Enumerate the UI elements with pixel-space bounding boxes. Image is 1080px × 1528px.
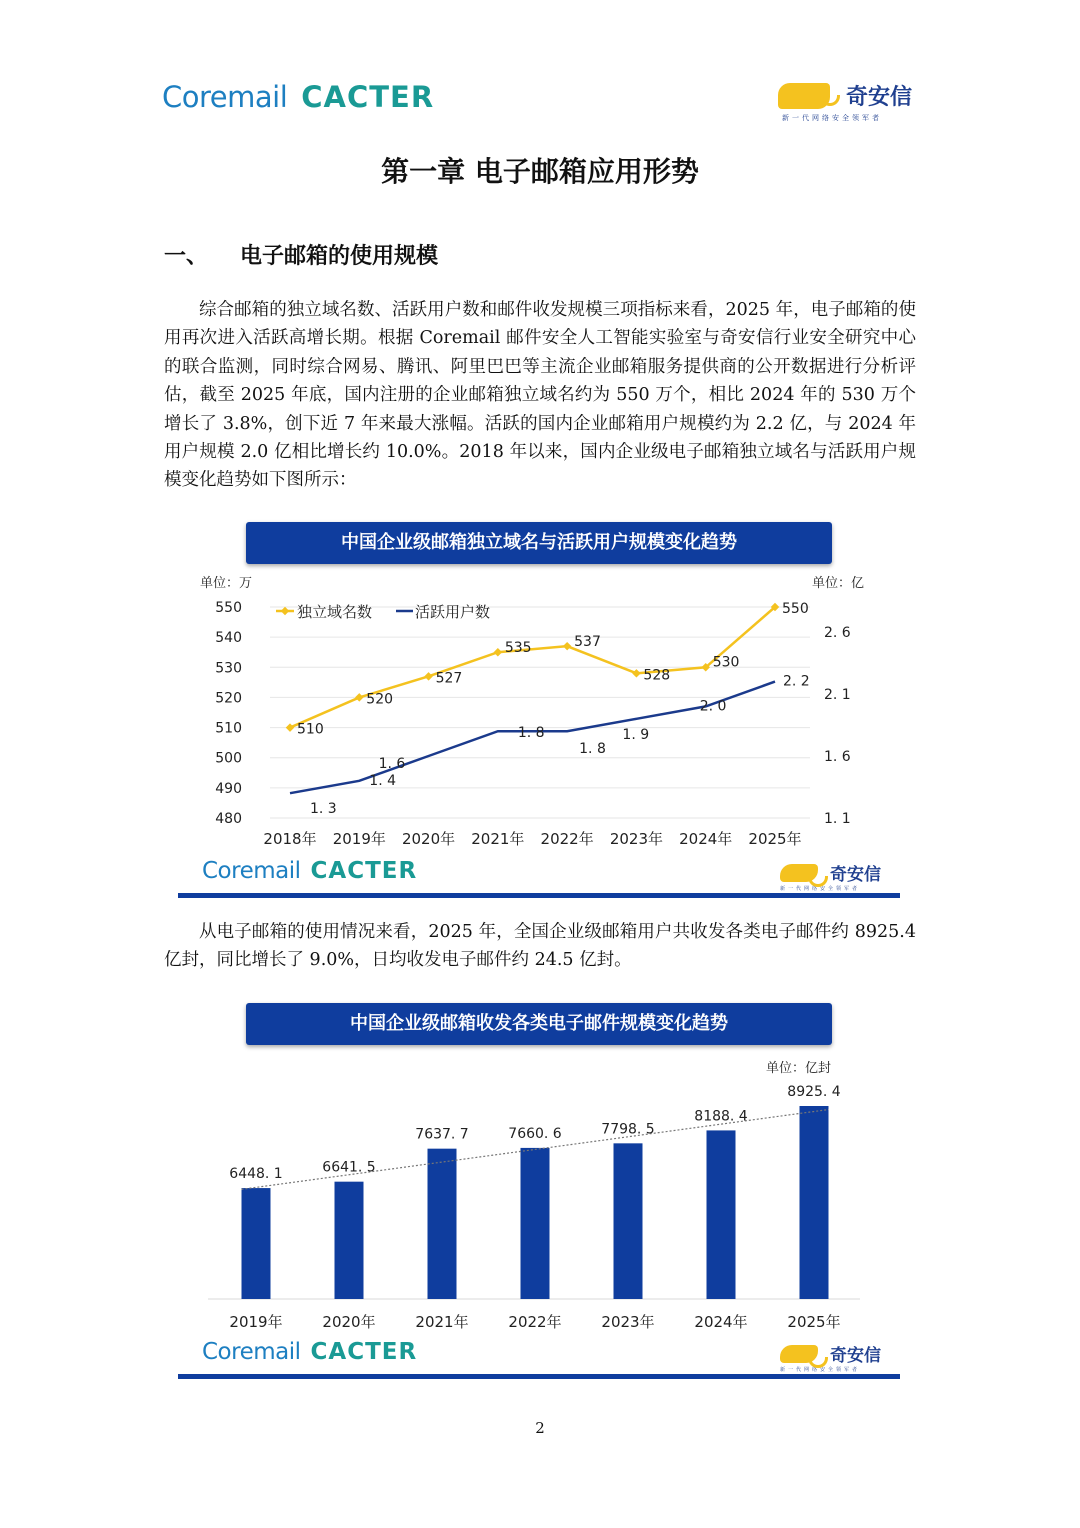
data-label-users: 1. 6 xyxy=(378,756,406,772)
data-label-domains: 530 xyxy=(712,654,740,671)
bar xyxy=(335,1182,364,1299)
bar xyxy=(800,1106,829,1299)
data-label-domains: 520 xyxy=(366,691,394,708)
x-tick-label: 2025年 xyxy=(748,830,802,848)
x-tick-label: 2023年 xyxy=(601,1313,655,1331)
x-tick-label: 2020年 xyxy=(401,830,456,848)
bar-value-label: 7637. 7 xyxy=(415,1126,469,1143)
left-tick-label: 500 xyxy=(215,750,242,767)
legend-label-users: 活跃用户数 xyxy=(415,603,491,621)
bar xyxy=(707,1130,736,1299)
chart2-footer-bar xyxy=(178,1374,900,1379)
right-tick-label: 2. 6 xyxy=(824,625,851,641)
x-tick-label: 2023年 xyxy=(609,830,664,848)
bar-value-label: 7798. 5 xyxy=(601,1121,655,1138)
qianxin-name: 奇安信 xyxy=(830,865,881,885)
data-label-users: 1. 3 xyxy=(310,801,337,818)
data-label-users: 1. 9 xyxy=(622,726,650,743)
data-label-users: 1. 8 xyxy=(517,725,545,742)
bar xyxy=(614,1143,643,1299)
data-label-users: 1. 4 xyxy=(369,772,397,789)
qianxin-tagline: 新一代网络安全领军者 xyxy=(780,1367,861,1373)
coremail-wordmark: Coremail xyxy=(202,858,301,884)
cacter-wordmark: CACTER xyxy=(310,858,418,884)
data-label-domains: 510 xyxy=(297,721,324,738)
x-tick-label: 2021年 xyxy=(471,830,525,848)
data-label-domains: 535 xyxy=(504,640,532,657)
right-tick-label: 2. 1 xyxy=(824,687,851,703)
x-tick-label: 2019年 xyxy=(332,830,386,848)
bar-value-label: 6448. 1 xyxy=(229,1166,283,1183)
coremail-wordmark: Coremail xyxy=(162,80,288,114)
data-label-domains: 550 xyxy=(782,601,809,617)
qianxin-name: 奇安信 xyxy=(830,1346,881,1366)
left-tick-label: 490 xyxy=(215,780,242,797)
bar-value-label: 8925. 4 xyxy=(787,1084,841,1100)
data-label-domains: 528 xyxy=(643,667,671,684)
cacter-wordmark: CACTER xyxy=(301,80,435,114)
left-tick-label: 480 xyxy=(215,811,242,827)
page-number: 2 xyxy=(535,1419,545,1437)
x-tick-label: 2018年 xyxy=(263,830,317,848)
left-axis-unit: 单位：万 xyxy=(200,576,253,591)
right-axis-unit: 单位：亿 xyxy=(812,576,865,591)
data-label-users: 2. 0 xyxy=(699,698,727,715)
legend-label-domains: 独立域名数 xyxy=(297,603,373,621)
x-tick-label: 2022年 xyxy=(508,1313,562,1331)
data-label-domains: 537 xyxy=(574,634,601,651)
chart1-title-banner: 中国企业级邮箱独立域名与活跃用户规模变化趋势 xyxy=(246,522,832,564)
bar xyxy=(242,1188,271,1299)
right-tick-label: 1. 1 xyxy=(824,811,851,827)
data-label-users: 1. 8 xyxy=(579,741,606,758)
bar-value-label: 7660. 6 xyxy=(508,1125,562,1142)
left-tick-label: 510 xyxy=(215,720,242,737)
right-tick-label: 1. 6 xyxy=(824,749,851,765)
x-tick-label: 2020年 xyxy=(322,1313,376,1331)
data-label-domains: 527 xyxy=(435,670,463,687)
left-tick-label: 540 xyxy=(215,630,242,647)
chart2-title-banner: 中国企业级邮箱收发各类电子邮件规模变化趋势 xyxy=(246,1003,832,1045)
bar-value-label: 8188. 4 xyxy=(694,1108,748,1125)
bar xyxy=(521,1148,550,1299)
x-tick-label: 2021年 xyxy=(415,1313,469,1331)
chart2-coremail-logo xyxy=(202,1339,417,1365)
coremail-wordmark: Coremail xyxy=(202,1339,301,1365)
qianxin-tagline: 新一代网络安全领军者 xyxy=(780,886,861,892)
cacter-wordmark: CACTER xyxy=(310,1339,418,1365)
section-title: 电子邮箱的使用规模 xyxy=(240,244,439,269)
bar-axis-unit: 单位：亿封 xyxy=(766,1061,832,1076)
x-tick-label: 2024年 xyxy=(694,1313,748,1331)
left-tick-label: 550 xyxy=(215,600,242,616)
body-paragraph: 从电子邮箱的使用情况来看，2025 年，全国企业级邮箱用户共收发各类电子邮件约 8925.4 亿封，同比增长了 9.0%，日均收发电子邮件约 24.5 亿封。 xyxy=(164,922,916,971)
body-paragraph: 综合邮箱的独立域名数、活跃用户数和邮件收发规模三项指标来看，2025 年，电子邮箱的使用再次进入活跃高增长期。根据 Coremail 邮件安全人工智能实验室与奇安信行业安全研究中心的联合监测，同时综合网易、腾讯、阿里巴巴等主流企业邮箱服务提供商的公开数据进行分析评估，截至 2025 年底，国内注册的企业邮箱独立域名约为 550 万个，相比 2024 年的 530 万个增长了 3.8%，创下近 7 年来最大涨幅。活跃的国内企业邮箱用户规模约为 2.2 亿，与 2024 年用户规模 2.0 亿相比增长约 10.0%。2018 年以来，国内企业级电子邮箱独立域名与活跃用户规模变化趋势如下图所示： xyxy=(164,300,916,491)
left-tick-label: 520 xyxy=(215,690,242,707)
left-tick-label: 530 xyxy=(215,660,242,677)
bar-value-label: 6641. 5 xyxy=(322,1159,376,1176)
qianxin-name: 奇安信 xyxy=(846,85,913,110)
chapter-title: 第一章 电子邮箱应用形势 xyxy=(381,155,699,188)
bar xyxy=(428,1149,457,1299)
x-tick-label: 2024年 xyxy=(679,830,733,848)
section-number: 一、 xyxy=(164,244,209,269)
x-tick-label: 2025年 xyxy=(787,1313,841,1331)
qianxin-mark-icon xyxy=(780,1345,818,1363)
x-tick-label: 2022年 xyxy=(540,830,594,848)
x-tick-label: 2019年 xyxy=(229,1313,283,1331)
qianxin-tagline: 新一代网络安全领军者 xyxy=(782,114,882,122)
data-label-users: 2. 2 xyxy=(783,673,810,690)
chart2-qianxin-logo xyxy=(780,1341,881,1373)
